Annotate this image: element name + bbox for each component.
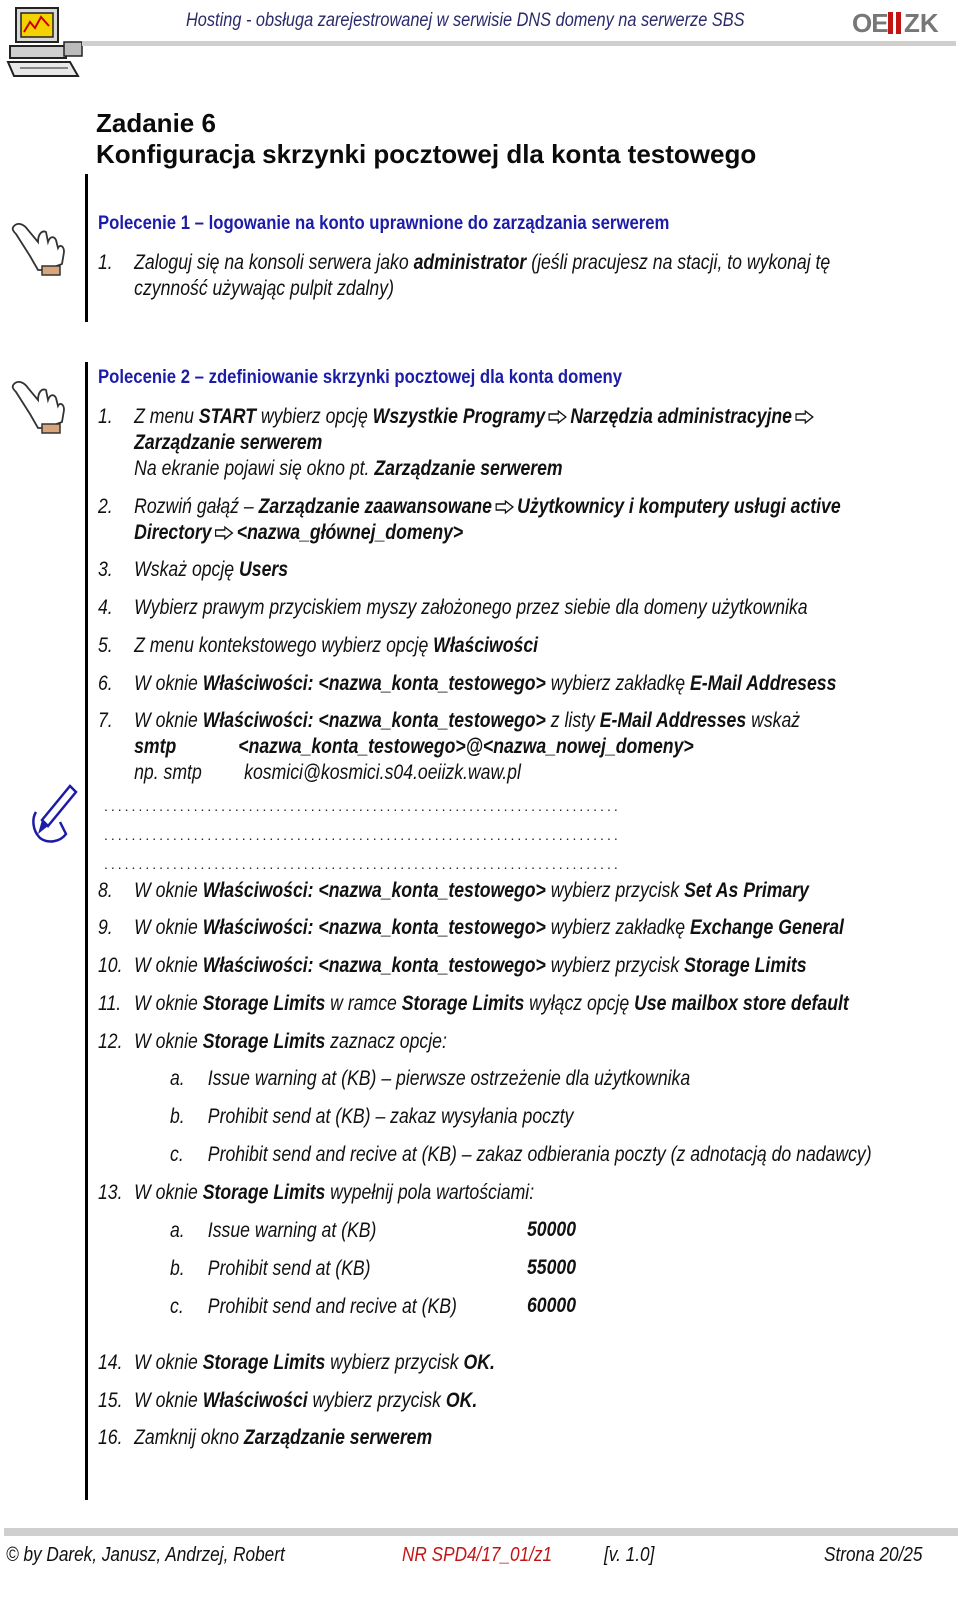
step-2-10: 10. W oknie Właściwości: <nazwa_konta_testowego> wybierz przycisk Storage Limits bbox=[98, 954, 807, 977]
step-2-2: 2. Rozwiń gałąź – Zarządzanie zaawansowane Użytkownicy i komputery usługi active Directory <nazwa_głównej_domeny> bbox=[98, 495, 841, 544]
step-2-9: 9. W oknie Właściwości: <nazwa_konta_testowego> wybierz zakładkę Exchange General bbox=[98, 916, 844, 939]
step-2-13-a: a. Issue warning at (KB) bbox=[170, 1219, 377, 1242]
step-2-3: 3. Wskaż opcję Users bbox=[98, 558, 289, 581]
header-divider bbox=[82, 41, 956, 46]
task-subject: Konfiguracja skrzynki pocztowej dla konta testowego bbox=[96, 139, 757, 169]
answer-dotted-line: ........................................................................... bbox=[104, 827, 621, 843]
arrow-right-icon bbox=[495, 500, 513, 514]
step-2-7: 7. W oknie Właściwości: <nazwa_konta_testowego> z listy E-Mail Addresses wskaż smtp <nazwa_konta_testowego>@<nazwa_nowej_domeny> np. smtp kosmici@kosmici.s04.oeiizk.waw.pl bbox=[98, 709, 801, 784]
section2-margin-line bbox=[85, 362, 88, 1500]
page-header bbox=[0, 0, 960, 60]
step-2-14: 14. W oknie Storage Limits wybierz przycisk OK. bbox=[98, 1351, 495, 1374]
value-issue-warning: 50000 bbox=[527, 1218, 577, 1241]
step-2-12: 12. W oknie Storage Limits zaznacz opcje: bbox=[98, 1030, 447, 1053]
task-number: Zadanie 6 bbox=[96, 108, 216, 138]
svg-text:OE: OE bbox=[852, 8, 888, 38]
command-2-title: Polecenie 2 – zdefiniowanie skrzynki pocztowej dla konta domeny bbox=[98, 367, 623, 388]
svg-text:ZK: ZK bbox=[904, 8, 939, 38]
value-prohibit-send: 55000 bbox=[527, 1256, 577, 1279]
footer-document-number: NR SPD4/17_01/z1 bbox=[402, 1544, 553, 1566]
footer-authors: © by Darek, Janusz, Andrzej, Robert bbox=[6, 1544, 285, 1566]
step-2-6: 6. W oknie Właściwości: <nazwa_konta_testowego> wybierz zakładkę E-Mail Addresess bbox=[98, 672, 837, 695]
step-2-13-b: b. Prohibit send at (KB) bbox=[170, 1257, 371, 1280]
header-title: Hosting - obsługa zarejestrowanej w serwisie DNS domeny na serwerze SBS bbox=[186, 10, 745, 31]
step-2-11: 11. W oknie Storage Limits w ramce Storage Limits wyłącz opcję Use mailbox store default bbox=[98, 992, 849, 1015]
footer-divider bbox=[4, 1528, 958, 1536]
footer-page-number: Strona 20/25 bbox=[824, 1544, 923, 1566]
arrow-right-icon bbox=[215, 526, 233, 540]
computer-icon bbox=[4, 2, 86, 82]
task-title bbox=[96, 108, 756, 170]
arrow-right-icon bbox=[795, 410, 813, 424]
step-2-13: 13. W oknie Storage Limits wypełnij pola wartościami: bbox=[98, 1181, 535, 1204]
step-2-15: 15. W oknie Właściwości wybierz przycisk OK. bbox=[98, 1389, 478, 1412]
answer-dotted-line: ........................................................................... bbox=[104, 798, 621, 814]
step-2-13-c: c. Prohibit send and recive at (KB) bbox=[170, 1295, 457, 1318]
step-1-1: 1. Zaloguj się na konsoli serwera jako administrator (jeśli pracujesz na stacji, to wykonaj tę czynność używając pulpit zdalny) bbox=[98, 251, 831, 300]
step-2-12-b: b. Prohibit send at (KB) – zakaz wysyłania poczty bbox=[170, 1105, 574, 1128]
pointing-hand-icon bbox=[8, 212, 68, 276]
writing-hand-icon bbox=[30, 782, 80, 846]
step-2-8: 8. W oknie Właściwości: <nazwa_konta_testowego> wybierz przycisk Set As Primary bbox=[98, 879, 809, 902]
command-1-title: Polecenie 1 – logowanie na konto uprawnione do zarządzania serwerem bbox=[98, 213, 670, 234]
footer-version: [v. 1.0] bbox=[604, 1544, 655, 1566]
oeiizk-logo bbox=[852, 6, 952, 38]
step-2-12-a: a. Issue warning at (KB) – pierwsze ostrzeżenie dla użytkownika bbox=[170, 1067, 691, 1090]
pointing-hand-icon bbox=[8, 370, 68, 434]
step-2-1: 1. Z menu START wybierz opcję Wszystkie Programy Narzędzia administracyjne Zarządzanie serwerem Na ekranie pojawi się okno pt. Zarządzanie serwerem bbox=[98, 404, 817, 482]
value-prohibit-send-recive: 60000 bbox=[527, 1294, 577, 1317]
step-2-5: 5. Z menu kontekstowego wybierz opcję Właściwości bbox=[98, 634, 539, 657]
step-2-12-c: c. Prohibit send and recive at (KB) – zakaz odbierania poczty (z adnotacją do nadawcy) bbox=[170, 1143, 872, 1166]
section1-margin-line bbox=[85, 174, 88, 322]
answer-dotted-line: ........................................................................... bbox=[104, 856, 621, 872]
arrow-right-icon bbox=[549, 410, 567, 424]
step-2-4: 4. Wybierz prawym przyciskiem myszy założonego przez siebie dla domeny użytkownika bbox=[98, 596, 808, 619]
step-2-16: 16. Zamknij okno Zarządzanie serwerem bbox=[98, 1426, 433, 1449]
